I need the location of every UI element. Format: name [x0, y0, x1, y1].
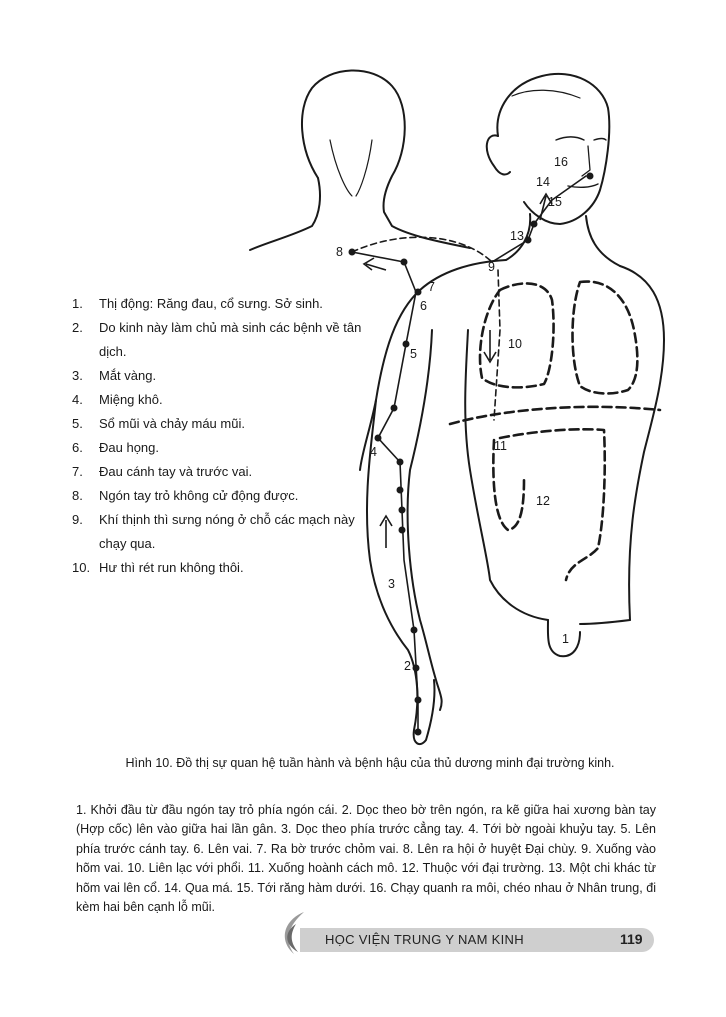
list-item: 1. Thị động: Răng đau, cổ sưng. Sở sinh.: [72, 296, 323, 311]
right-lung: [480, 283, 554, 387]
figure-label-16: 16: [554, 155, 568, 169]
list-item: 9. Khí thịnh thì sưng nóng ở chỗ các mạch này chạy qua.: [72, 512, 355, 551]
figure-label-13: 13: [510, 229, 524, 243]
list-item: 2. Do kinh này làm chủ mà sinh các bệnh về tân dịch.: [72, 320, 362, 359]
figure-label-2: 2: [404, 659, 411, 673]
arrow-icon: [484, 330, 496, 362]
symptom-list: [66, 292, 366, 580]
figure-label-7: 7: [428, 280, 435, 294]
diaphragm: [450, 407, 660, 424]
arrow-icon: [364, 258, 386, 270]
list-item: 3. Mắt vàng.: [72, 368, 157, 383]
list-item: 7. Đau cánh tay và trước vai.: [72, 464, 253, 479]
figure-label-5: 5: [410, 347, 417, 361]
figure-label-3: 3: [388, 577, 395, 591]
figure-label-4: 4: [370, 445, 377, 459]
figure-label-8: 8: [336, 245, 343, 259]
figure-label-10: 10: [508, 337, 522, 351]
figure-label-6: 6: [420, 299, 427, 313]
pathway-paragraph: 1. Khởi đầu từ đầu ngón tay trỏ phía ngón cái. 2. Dọc theo bờ trên ngón, ra kẽ giữa hai xương bàn tay (Hợp cốc) lên vào giữa hai lần gân. 3. Dọc theo phía trước cẳng tay. 4. Tới bờ ngoài khuỷu tay. 5. Lên phía trước cánh tay. 6. Lên vai. 7. Ra bờ trước chỏm vai. 8. Lên ra hội ở huyệt Đại chùy. 9. Xuống vào hõm vai. 10. Liên lạc với phổi. 11. Xuống hoành cách mô. 12. Thuộc với đại trường. 13. Một chi khác từ hõm vai lên cổ. 14. Qua má. 15. Tới răng hàm dưới. 16. Chạy quanh ra môi, chéo nhau ở Nhân trung, đi kèm hai bên cạnh lỗ mũi.: [76, 802, 656, 914]
figure-label-15: 15: [548, 195, 562, 209]
arm-outline: [367, 400, 435, 744]
arrow-icon: [380, 516, 392, 548]
figure-label-9: 9: [488, 260, 495, 274]
left-lung: [573, 282, 638, 394]
footer-organization: HỌC VIỆN TRUNG Y NAM KINH: [325, 932, 524, 947]
list-item: 6. Đau họng.: [72, 440, 159, 455]
list-item: 5. Sổ mũi và chảy máu mũi.: [72, 416, 245, 431]
page-number: 119: [620, 931, 643, 947]
list-item: 10. Hư thì rét run không thôi.: [72, 560, 244, 575]
back-head-outline: [302, 70, 470, 248]
figure-label-1: 1: [562, 632, 569, 646]
figure-label-14: 14: [536, 175, 550, 189]
list-item: 8. Ngón tay trỏ không cử động được.: [72, 488, 299, 503]
figure-label-11: 11: [494, 439, 507, 453]
figure-caption: Hình 10. Đồ thị sự quan hệ tuần hành và bệnh hậu của thủ dương minh đại trường kinh.: [125, 756, 615, 770]
figure-label-12: 12: [536, 494, 550, 508]
list-item: 4. Miệng khô.: [72, 392, 163, 407]
